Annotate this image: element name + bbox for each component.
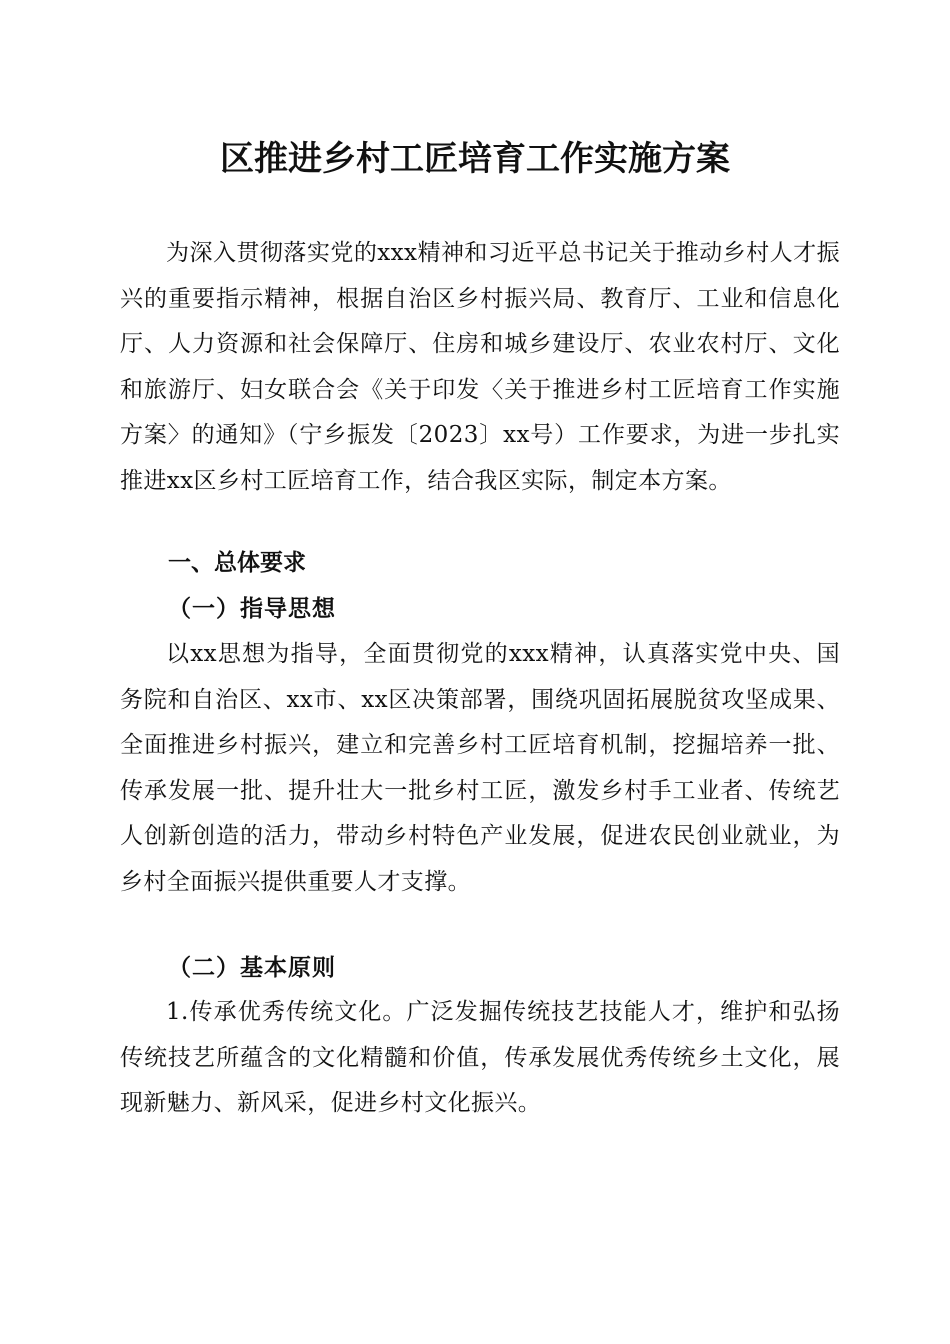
document-title: 区推进乡村工匠培育工作实施方案 <box>220 139 730 179</box>
intro-paragraph: 为深入贯彻落实党的xxx精神和习近平总书记关于推动乡村人才振兴的重要指示精神，根据自治区乡村振兴局、教育厅、工业和信息化厅、人力资源和社会保障厅、住房和城乡建设厅、农业农村厅、文化和旅游厅、妇女联合会《关于印发〈关于推进乡村工匠培育工作实施方案〉的通知》（宁乡振发〔2023〕xx号）工作要求，为进一步扎实推进xx区乡村工匠培育工作，结合我区实际，制定本方案。 <box>120 240 840 494</box>
section-heading-overall-requirements: 一、总体要求 <box>168 550 306 576</box>
guiding-ideology-paragraph: 以xx思想为指导，全面贯彻党的xxx精神，认真落实党中央、国务院和自治区、xx市、xx区决策部署，围绕巩固拓展脱贫攻坚成果、全面推进乡村振兴，建立和完善乡村工匠培育机制，挖掘培养一批、传承发展一批、提升壮大一批乡村工匠，激发乡村手工业者、传统艺人创新创造的活力，带动乡村特色产业发展，促进农民创业就业，为乡村全面振兴提供重要人才支撑。 <box>120 641 840 895</box>
subsection-heading-guiding-ideology: （一）指导思想 <box>168 595 336 622</box>
subsection-heading-basic-principles: （二）基本原则 <box>168 954 336 981</box>
principle-item-1: 1.传承优秀传统文化。广泛发掘传统技艺技能人才，维护和弘扬传统技艺所蕴含的文化精髓和价值，传承发展优秀传统乡土文化，展现新魅力、新风采，促进乡村文化振兴。 <box>120 999 840 1116</box>
